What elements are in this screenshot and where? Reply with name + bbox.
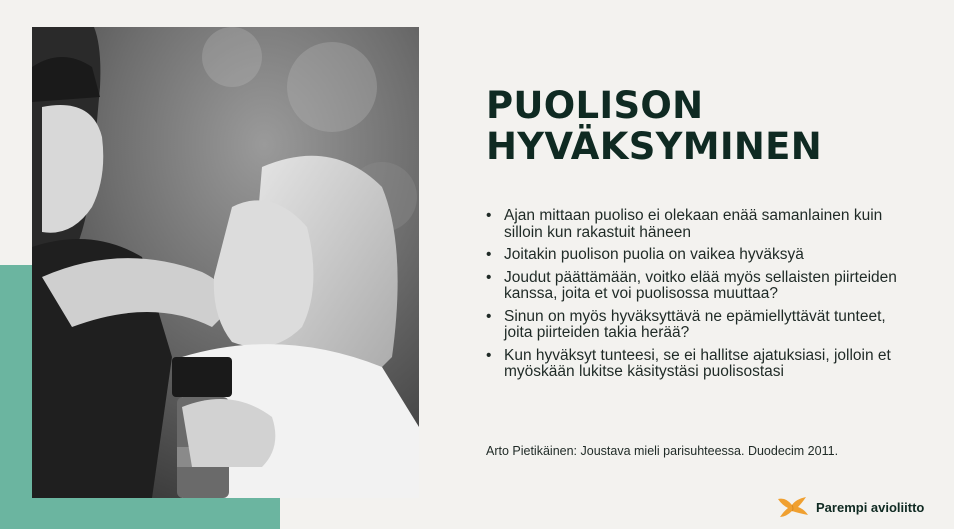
- brand-logo: [776, 494, 924, 520]
- bullet-item: • Kun hyväksyt tunteesi, se ei hallitse ajatuksiasi, jolloin et myöskään lukitse käsitystäsi puolisostasi: [486, 348, 906, 381]
- slide-title: [486, 85, 926, 167]
- bird-logo-icon: [776, 495, 810, 519]
- bullet-list: [486, 208, 906, 387]
- bullet-item: • Joudut päättämään, voitko elää myös sellaisten piirteiden kanssa, joita et voi puolisossa muuttaa?: [486, 270, 906, 303]
- couple-photo: [32, 27, 419, 498]
- source-citation: Arto Pietikäinen: Joustava mieli parisuhteessa. Duodecim 2011.: [486, 444, 839, 458]
- bullet-item: • Ajan mittaan puoliso ei olekaan enää samanlainen kuin silloin kun rakastuit häneen: [486, 208, 906, 241]
- brand-name: Parempi avioliitto: [816, 499, 925, 515]
- bullet-item: • Sinun on myös hyväksyttävä ne epämiellyttävät tunteet, joita piirteiden takia herää?: [486, 309, 906, 342]
- title-line-2: HYVÄKSYMINEN: [486, 125, 823, 168]
- title-line-1: PUOLISON: [486, 84, 704, 127]
- bullet-item: • Joitakin puolison puolia on vaikea hyväksyä: [486, 247, 906, 264]
